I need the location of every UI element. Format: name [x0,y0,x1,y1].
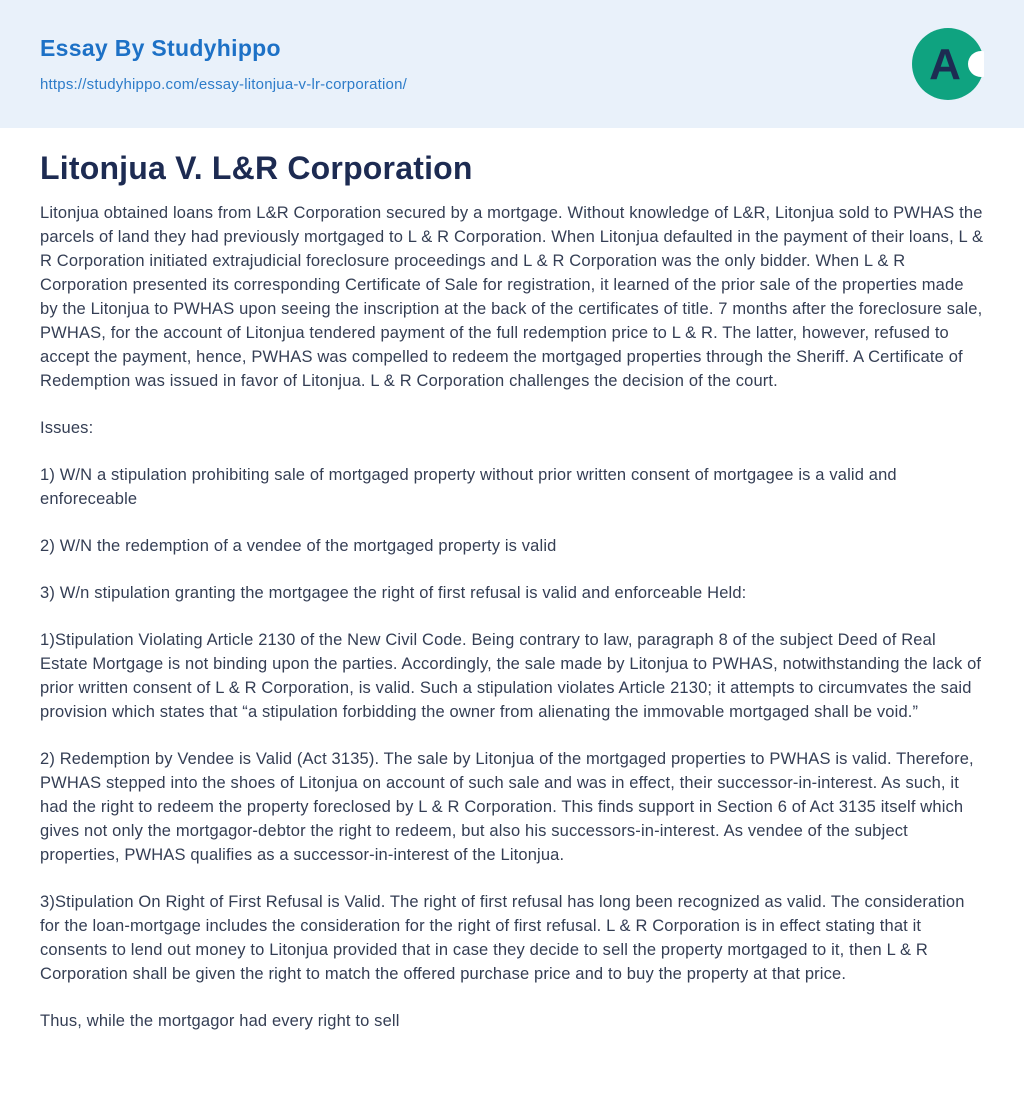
paragraph-held-2: 2) Redemption by Vendee is Valid (Act 3135). The sale by Litonjua of the mortgaged properties to PWHAS is valid. Therefore, PWHAS stepped into the shoes of Litonjua on account of such sale and was in effect, their successor-in-interest. As such, it had the right to redeem the property foreclosed by L & R Corporation. This finds support in Section 6 of Act 3135 itself which gives not only the mortgagor-debtor the right to redeem, but also his successors-in-interest. As vendee of the subject properties, PWHAS qualifies as a successor-in-interest of the Litonjua. [40,750,974,864]
article-body [0,128,1024,1073]
page-title: Litonjua V. L&R Corporation [40,150,473,186]
studyhippo-logo-icon [912,28,984,100]
logo-letter: A [929,40,961,89]
paragraph-case-summary: Litonjua obtained loans from L&R Corporation secured by a mortgage. Without knowledge of L&R, Litonjua sold to PWHAS the parcels of land they had previously mortgaged to L & R Corporation. When Litonjua defaulted in the payment of their loans, L & R Corporation initiated extrajudicial foreclosure proceedings and L & R Corporation was the only bidder. When L & R Corporation presented its corresponding Certificate of Sale for registration, it learned of the prior sale of the properties made by the Litonjua to PWHAS upon seeing the inscription at the back of the certificates of title. 7 months after the foreclosure sale, PWHAS, for the account of Litonjua tendered payment of the full redemption price to L & R. The latter, however, refused to accept the payment, hence, PWHAS was compelled to redeem the mortgaged properties through the Sheriff. A Certificate of Redemption was issued in favor of Litonjua. L & R Corporation challenges the decision of the court. [40,204,984,390]
paragraph-issue-1: 1) W/N a stipulation prohibiting sale of mortgaged property without prior written consent of mortgagee is a valid and enforeceable [40,466,897,508]
site-title: Essay By Studyhippo [40,35,281,61]
paragraph-held-1: 1)Stipulation Violating Article 2130 of the New Civil Code. Being contrary to law, paragraph 8 of the subject Deed of Real Estate Mortgage is not binding upon the parties. Accordingly, the sale made by Litonjua to PWHAS, notwithstanding the lack of prior written consent of L & R Corporation, is valid. Such a stipulation violates Article 2130; it attempts to circumvates the said provision which states that “a stipulation forbidding the owner from alienating the immovable mortgaged shall be void.” [40,631,982,721]
header-text-block [40,35,407,93]
paragraph-held-3: 3)Stipulation On Right of First Refusal is Valid. The right of first refusal has long been recognized as valid. The consideration for the loan-mortgage includes the consideration for the right of first refusal. L & R Corporation is in effect stating that it consents to lend out money to Litonjua provided that in case they decide to sell the property mortgaged to it, then L & R Corporation shall be given the right to match the offered purchase price and to buy the property at that price. [40,893,965,983]
article-url-link[interactable]: https://studyhippo.com/essay-litonjua-v-lr-corporation/ [40,76,407,93]
site-header [0,0,1024,128]
paragraph-closing: Thus, while the mortgagor had every right to sell [40,1012,400,1030]
paragraph-issue-2: 2) W/N the redemption of a vendee of the mortgaged property is valid [40,537,557,555]
paragraph-issue-3: 3) W/n stipulation granting the mortgagee the right of first refusal is valid and enforceable Held: [40,584,747,602]
paragraph-issues-heading: Issues: [40,419,94,437]
